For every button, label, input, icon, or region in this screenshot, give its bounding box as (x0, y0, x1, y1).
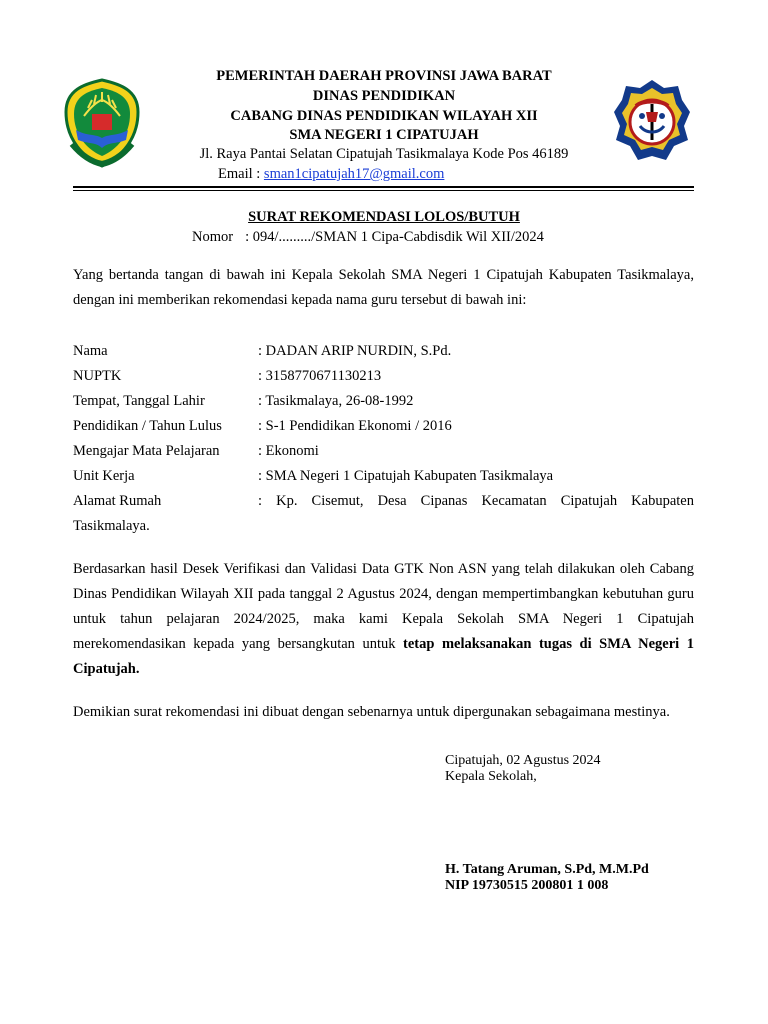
field-label: Tempat, Tanggal Lahir (73, 393, 205, 409)
body-paragraph (73, 557, 694, 682)
letter-title: SURAT REKOMENDASI LOLOS/BUTUH (248, 209, 520, 225)
signature-name: H. Tatang Aruman, S.Pd, M.M.Pd (445, 862, 649, 877)
field-value: : S-1 Pendidikan Ekonomi / 2016 (258, 418, 452, 434)
letterhead-rule-thick (73, 186, 694, 188)
field-value: : SMA Negeri 1 Cipatujah Kabupaten Tasikmalaya (258, 468, 554, 484)
signature-nip: NIP 19730515 200801 1 008 (445, 878, 609, 893)
email-link[interactable]: sman1cipatujah17@gmail.com (263, 166, 445, 182)
body-bold-text: tetap melaksanakan tugas di SMA Negeri 1 Cipatujah (73, 636, 694, 677)
letterhead-line-4: SMA NEGERI 1 CIPATUJAH (289, 127, 479, 143)
letterhead-line-2: DINAS PENDIDIKAN (312, 88, 456, 104)
field-value: : Kp. Cisemut, Desa Cipanas Kecamatan Cipatujah Kabupaten (258, 493, 694, 509)
field-value: : 3158770671130213 (258, 368, 382, 384)
field-value: : DADAN ARIP NURDIN, S.Pd. (258, 343, 452, 359)
letterhead-rule-thin (73, 190, 694, 191)
letter-number (192, 229, 544, 246)
field-label: Alamat Rumah (73, 493, 162, 509)
address-continuation-text: Tasikmalaya. (73, 518, 150, 534)
field-label: Nama (73, 343, 108, 359)
field-row (73, 339, 694, 364)
letterhead-address: Jl. Raya Pantai Selatan Cipatujah Tasikmalaya Kode Pos 46189 (199, 146, 569, 162)
field-row (73, 464, 694, 489)
signature-place-date: Cipatujah, 02 Agustus 2024 (445, 753, 601, 768)
address-continuation (73, 514, 694, 539)
letterhead-line-3: CABANG DINAS PENDIDIKAN WILAYAH XII (230, 108, 538, 124)
field-label: Mengajar Mata Pelajaran (73, 443, 220, 459)
west-java-emblem-logo (62, 78, 142, 168)
field-label: NUPTK (73, 368, 122, 384)
field-row (73, 489, 694, 514)
field-row (73, 389, 694, 414)
school-badge-logo (612, 78, 692, 168)
field-label: Unit Kerja (73, 468, 135, 484)
signature-position: Kepala Sekolah, (445, 769, 537, 784)
intro-paragraph: Yang bertanda tangan di bawah ini Kepala Sekolah SMA Negeri 1 Cipatujah Kabupaten Tasikmalaya, dengan ini memberikan rekomendasi kepada nama guru tersebut di bawah ini: (73, 267, 694, 308)
body-end: . (135, 661, 140, 677)
field-value: : Ekonomi (258, 443, 319, 459)
body-text: Berdasarkan hasil Desek Verifikasi dan Validasi Data GTK Non ASN yang telah dilakukan oleh Cabang Dinas Pendidikan Wilayah XII pada tanggal 2 Agustus 2024, dengan mempertimbangkan kebutuhan guru untuk tahun pelajaran 2024/2025, maka kami Kepala Sekolah SMA Negeri 1 Cipatujah merekomendasikan kepada yang bersangkutan untuk (73, 561, 694, 652)
email-label: Email : (218, 166, 264, 182)
letterhead-line-1: PEMERINTAH DAERAH PROVINSI JAWA BARAT (216, 68, 552, 84)
field-row (73, 414, 694, 439)
nomor-value: : 094/........./SMAN 1 Cipa-Cabdisdik Wil XII/2024 (245, 229, 544, 245)
field-row (73, 439, 694, 464)
closing-paragraph: Demikian surat rekomendasi ini dibuat dengan sebenarnya untuk dipergunakan sebagaimana mestinya. (73, 704, 670, 720)
field-value: : Tasikmalaya, 26-08-1992 (258, 393, 414, 409)
letterhead-email-row (218, 166, 444, 183)
nomor-label: Nomor (192, 229, 234, 245)
field-label: Pendidikan / Tahun Lulus (73, 418, 222, 434)
field-row (73, 364, 694, 389)
